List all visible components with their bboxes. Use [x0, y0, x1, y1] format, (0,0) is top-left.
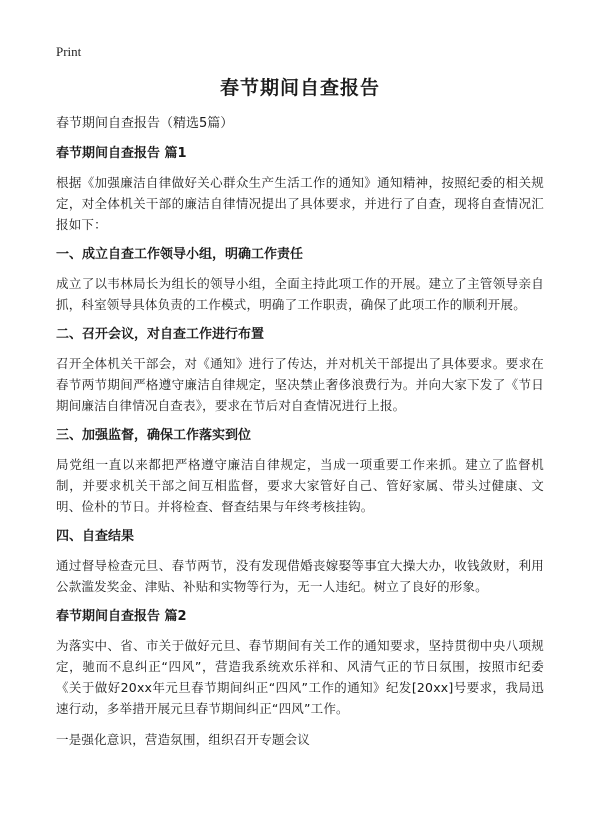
- section-3-heading: 三、加强监督，确保工作落实到位: [56, 428, 252, 443]
- document-title: 春节期间自查报告: [219, 77, 380, 99]
- section-2-heading: 二、召开会议，对自查工作进行布置: [56, 327, 265, 342]
- article-2-point-1: 一是强化意识，营造氛围，组织召开专题会议: [56, 732, 311, 747]
- section-4-heading: 四、自查结果: [56, 529, 135, 544]
- article-1-intro: 根据《加强廉洁自律做好关心群众生产生活工作的通知》通知精神，按照纪委的相关规定，对全体机关干部的廉洁自律情况提出了具体要求，并进行了自查，现将自查情况汇报如下：: [56, 175, 544, 232]
- section-1-heading: 一、成立自查工作领导小组，明确工作责任: [56, 247, 304, 262]
- article-1-heading: 春节期间自查报告 篇1: [56, 146, 187, 161]
- section-3-body: 局党组一直以来都把严格遵守廉洁自律规定，当成一项重要工作来抓。建立了监督机制，并要求机关干部之间互相监督，要求大家管好自己、管好家属、带头过健康、文明、俭朴的节日。并将检查、督查结果与年终考核挂钩。: [56, 457, 544, 514]
- article-2-intro: 为落实中、省、市关于做好元旦、春节期间有关工作的通知要求，坚持贯彻中央八项规定，驰而不息纠正“四风”，营造我系统欢乐祥和、风清气正的节日氛围，按照市纪委《关于做好20xx年元旦春节期间纠正“四风”工作的通知》纪发[20xx]号要求，我局迅速行动，多举措开展元旦春节期间纠正“四风”工作。: [56, 638, 544, 716]
- document-subtitle: 春节期间自查报告（精选5篇）: [56, 116, 234, 131]
- section-4-body: 通过督导检查元旦、春节两节，没有发现借婚丧嫁娶等事宜大操大办，收钱敛财，利用公款滥发奖金、津贴、补贴和实物等行为，无一人违纪。树立了良好的形象。: [56, 558, 544, 594]
- section-1-body: 成立了以韦林局长为组长的领导小组，全面主持此项工作的开展。建立了主管领导亲自抓，科室领导具体负责的工作模式，明确了工作职责，确保了此项工作的顺利开展。: [56, 276, 544, 312]
- section-2-body: 召开全体机关干部会，对《通知》进行了传达，并对机关干部提出了具体要求。要求在春节两节期间严格遵守廉洁自律规定，坚决禁止奢侈浪费行为。并向大家下发了《节日期间廉洁自律情况自查表》，要求在节后对自查情况进行上报。: [56, 356, 544, 413]
- article-2-heading: 春节期间自查报告 篇2: [56, 609, 187, 624]
- print-link[interactable]: Print: [56, 44, 82, 59]
